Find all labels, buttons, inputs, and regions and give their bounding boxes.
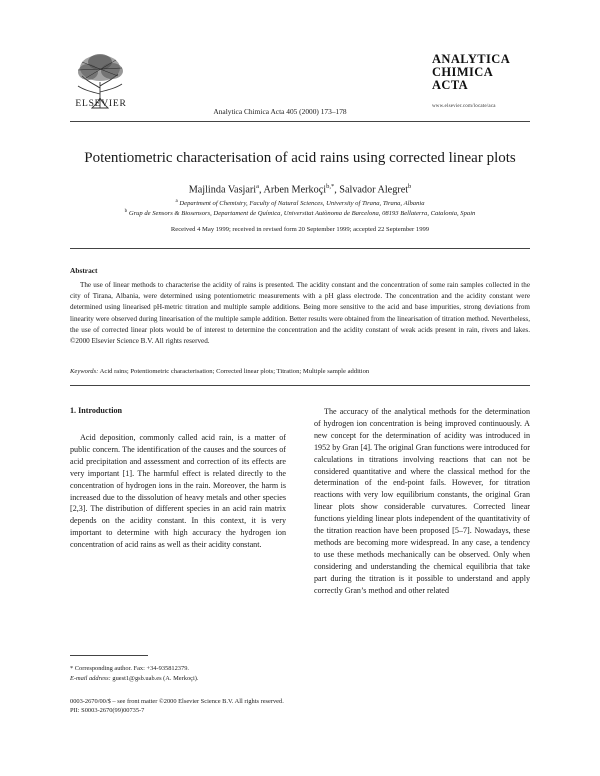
- author-name: Majlinda Vasjari: [188, 184, 257, 196]
- email-address[interactable]: guest1@gsb.uab.es (A. Merkoçi).: [112, 675, 199, 682]
- section-heading: 1. Introduction: [70, 406, 123, 415]
- keywords-label: Keywords:: [70, 368, 99, 375]
- affiliation-mark: b: [124, 209, 128, 214]
- body-left-column: Acid deposition, commonly called acid rain, is a matter of public concern. The identification of the causes and the sources of acid precipitation and assessment and correction of its effects are very important [1]. The harmful effect is related directly to the concentration of hydrogen ions in the rain. Moreover, the harm is increased due to the dissolution of heavy metals and other species [2,3]. The distribution of different species in an acid rain matrix depends on the acidity constant. In this context, it is very important to determine with high accuracy the hydrogen ion concentration of acid rains as well as their acidity constant.: [70, 433, 286, 550]
- received-dates: Received 4 May 1999; received in revised form 20 September 1999; accepted 22 September 1999: [170, 226, 430, 233]
- affiliation: [40, 209, 560, 217]
- author-name: Arben Merkoçi: [263, 184, 327, 196]
- masthead-line: ACTA: [432, 78, 469, 92]
- affiliation-text: Grup de Sensors & Biosensors, Departament de Química, Universitat Autònoma de Barcelona, 08193 Bellaterra, Catalonia, Spain: [128, 210, 476, 218]
- copyright-line: 0003-2670/00/$ – see front matter ©2000 Elsevier Science B.V. All rights reserved.: [70, 698, 284, 705]
- masthead-line: CHIMICA: [432, 65, 494, 79]
- journal-masthead: [432, 53, 528, 109]
- journal-reference: Analytica Chimica Acta 405 (2000) 173–178: [213, 107, 347, 116]
- author-affiliation-mark: b: [408, 183, 412, 190]
- abstract-bottom-divider: [70, 385, 530, 386]
- header-divider: [70, 121, 530, 122]
- affiliation-text: Department of Chemistry, Faculty of Natural Sciences, University of Tirana, Tirana, Albania: [179, 200, 425, 208]
- masthead-url[interactable]: www.elsevier.com/locate/aca: [432, 104, 496, 109]
- corresponding-author-note: * Corresponding author. Fax: +34-935812379.: [70, 665, 189, 672]
- affiliation: [40, 199, 560, 207]
- pii-line: PII: S0003-2670(99)00735-7: [70, 707, 145, 714]
- abstract-top-divider: [70, 248, 530, 249]
- abstract-heading: Abstract: [70, 266, 98, 275]
- masthead-line: ANALYTICA: [432, 52, 511, 66]
- abstract-text: The use of linear methods to characterise the acidity of rains is presented. The acidity constant and the concentration of some rain samples collected in the city of Tirana, Albania, were determined using potentiometric measurements with a pH glass electrode. The concentration and the acidity constant were determined using linearised pH-metric titration and multiple sample additions. Being more sensitive to the acid and base impurities, strong deviations from linearity were observed during linearisation of the multiple sample addition. Better results were obtained from the linearisation of titration method. Nevertheless, the use of corrected linear plots would be of interest to determine the concentration and the acidity constant of weak acids present in rain, rivers and lakes. ©2000 Elsevier Science B.V. All rights reserved.: [70, 281, 530, 346]
- author-affiliation-mark: b,*: [326, 183, 335, 190]
- keywords: [70, 368, 530, 375]
- email-note: [70, 674, 290, 684]
- affiliation-mark: a: [175, 199, 178, 204]
- keywords-list: Acid rains; Potentiometric characterisation; Corrected linear plots; Titration; Multiple sample addition: [99, 368, 370, 375]
- publisher-name: ELSEVIER: [75, 99, 127, 109]
- email-label: E-mail address:: [70, 675, 111, 682]
- author-affiliation-mark: a: [256, 183, 260, 190]
- footnote-divider: [70, 655, 148, 656]
- article-title: Potentiometric characterisation of acid rains using corrected linear plots: [84, 150, 516, 166]
- author-list: Majlinda Vasjari$^a$, Arben Merkoçi$^{b,*}$, Salvador Alegret$^b$: [188, 183, 412, 196]
- body-right-column: The accuracy of the analytical methods for the determination of hydrogen ion concentration is being improved continuously. A new concept for the determination of acidity was introduced in 1952 by Gran [4]. The original Gran functions were introduced for calculations in titrations involving reactions that can not be considered quantitative and where the classical method for the determination of the end-point fails. However, for titration reactions with very low equilibrium constants, the original Gran linear plots show considerable curvatures. Corrected linear functions yielding linear plots independent of the quantitativity of the titration reaction have been proposed [5–7]. Nowadays, these methods are becoming more widespread. In any case, a tendency to use these methods mechanically can be observed. Only when considering and understanding the chemical equilibria that take part during the titration is it possible to understand and apply correctly Gran’s method and other related: [314, 407, 530, 595]
- author-name: Salvador Alegret: [339, 184, 409, 196]
